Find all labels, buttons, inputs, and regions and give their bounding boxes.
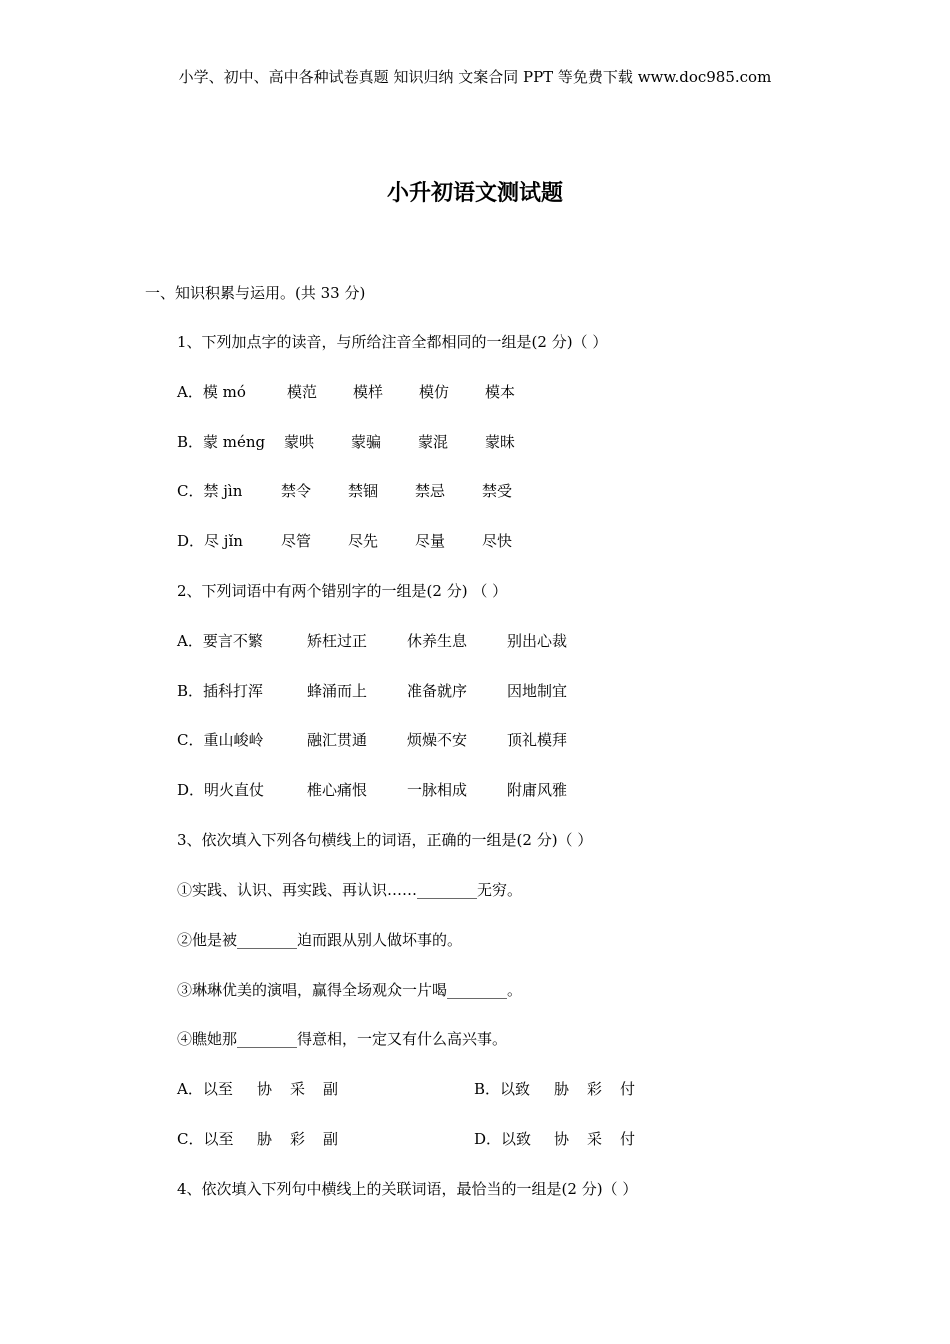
question-3-sentence-2: ②他是被________迫而跟从别人做坏事的。 <box>177 931 463 949</box>
option-word: 顶礼模拜 <box>507 731 568 749</box>
option-word: 采 <box>290 1080 306 1098</box>
option-word: 付 <box>620 1080 636 1098</box>
option-label: C．重山峻岭 <box>177 731 264 749</box>
option-word: 蒙哄 <box>284 433 315 451</box>
option-word: 矫枉过正 <box>307 632 368 650</box>
question-1-stem: 1、下列加点字的读音，与所给注音全都相同的一组是(2 分)（ ） <box>177 333 608 351</box>
section-heading: 一、知识积累与运用。(共 33 分) <box>145 284 366 302</box>
question-4-stem: 4、依次填入下列句中横线上的关联词语，最恰当的一组是(2 分)（ ） <box>177 1180 638 1198</box>
option-word: 附庸风雅 <box>507 781 568 799</box>
question-3-option-c <box>177 1129 338 1149</box>
option-word: 模样 <box>353 383 384 401</box>
option-label: B．以致 <box>474 1080 531 1098</box>
question-1-option-a <box>177 382 515 402</box>
option-label: D．尽 jǐn <box>177 532 243 550</box>
question-3-sentence-4: ④瞧她那________得意相，一定又有什么高兴事。 <box>177 1030 508 1048</box>
option-word: 禁锢 <box>348 482 379 500</box>
question-2-option-a <box>177 631 567 651</box>
question-2-stem: 2、下列词语中有两个错别字的一组是(2 分) （ ） <box>177 582 508 600</box>
option-word: 别出心裁 <box>507 632 568 650</box>
option-word: 蒙骗 <box>351 433 382 451</box>
question-2-option-b <box>177 681 567 701</box>
option-word: 协 <box>554 1130 570 1148</box>
option-word: 禁受 <box>482 482 513 500</box>
option-label: A．要言不繁 <box>177 632 263 650</box>
question-2-option-d <box>177 780 567 800</box>
question-3-sentence-3: ③琳琳优美的演唱，赢得全场观众一片喝________。 <box>177 981 523 999</box>
option-word: 禁令 <box>281 482 312 500</box>
option-word: 准备就序 <box>407 682 468 700</box>
option-word: 尽快 <box>482 532 513 550</box>
option-word: 胁 <box>554 1080 570 1098</box>
option-word: 模仿 <box>419 383 450 401</box>
question-2-option-c <box>177 730 567 750</box>
option-word: 彩 <box>290 1130 306 1148</box>
option-word: 尽先 <box>348 532 379 550</box>
option-word: 副 <box>323 1130 339 1148</box>
question-3-stem: 3、依次填入下列各句横线上的词语，正确的一组是(2 分)（ ） <box>177 831 593 849</box>
page-header: 小学、初中、高中各种试卷真题 知识归纳 文案合同 PPT 等免费下载 www.doc985.com <box>178 68 772 86</box>
question-3-option-a <box>177 1079 338 1099</box>
option-word: 胁 <box>257 1130 273 1148</box>
option-label: D．明火直仗 <box>177 781 265 799</box>
question-3-option-d <box>474 1129 635 1149</box>
option-word: 休养生息 <box>407 632 468 650</box>
option-label: D．以致 <box>474 1130 532 1148</box>
option-word: 蜂涌而上 <box>307 682 368 700</box>
option-label: B．蒙 méng <box>177 433 266 451</box>
option-word: 模范 <box>287 383 318 401</box>
option-word: 协 <box>257 1080 273 1098</box>
question-1-option-b <box>177 432 515 452</box>
option-word: 椎心痛恨 <box>307 781 368 799</box>
option-label: A．模 mó <box>177 383 246 401</box>
option-word: 模本 <box>485 383 516 401</box>
question-1-option-c <box>177 481 512 501</box>
option-word: 因地制宜 <box>507 682 568 700</box>
question-1-option-d <box>177 531 512 551</box>
page-title: 小升初语文测试题 <box>386 180 563 206</box>
question-3-option-b <box>474 1079 635 1099</box>
option-word: 禁忌 <box>415 482 446 500</box>
option-label: C．以至 <box>177 1130 234 1148</box>
option-label: B．插科打浑 <box>177 682 264 700</box>
option-word: 一脉相成 <box>407 781 468 799</box>
option-word: 付 <box>620 1130 636 1148</box>
option-word: 融汇贯通 <box>307 731 368 749</box>
option-word: 蒙混 <box>418 433 449 451</box>
option-word: 采 <box>587 1130 603 1148</box>
option-word: 尽管 <box>281 532 312 550</box>
option-label: A．以至 <box>177 1080 233 1098</box>
option-word: 烦燥不安 <box>407 731 468 749</box>
option-word: 尽量 <box>415 532 446 550</box>
option-label: C．禁 jìn <box>177 482 243 500</box>
question-3-sentence-1: ①实践、认识、再实践、再认识……________无穷。 <box>177 881 523 899</box>
option-word: 蒙昧 <box>485 433 516 451</box>
option-word: 彩 <box>587 1080 603 1098</box>
option-word: 副 <box>323 1080 339 1098</box>
